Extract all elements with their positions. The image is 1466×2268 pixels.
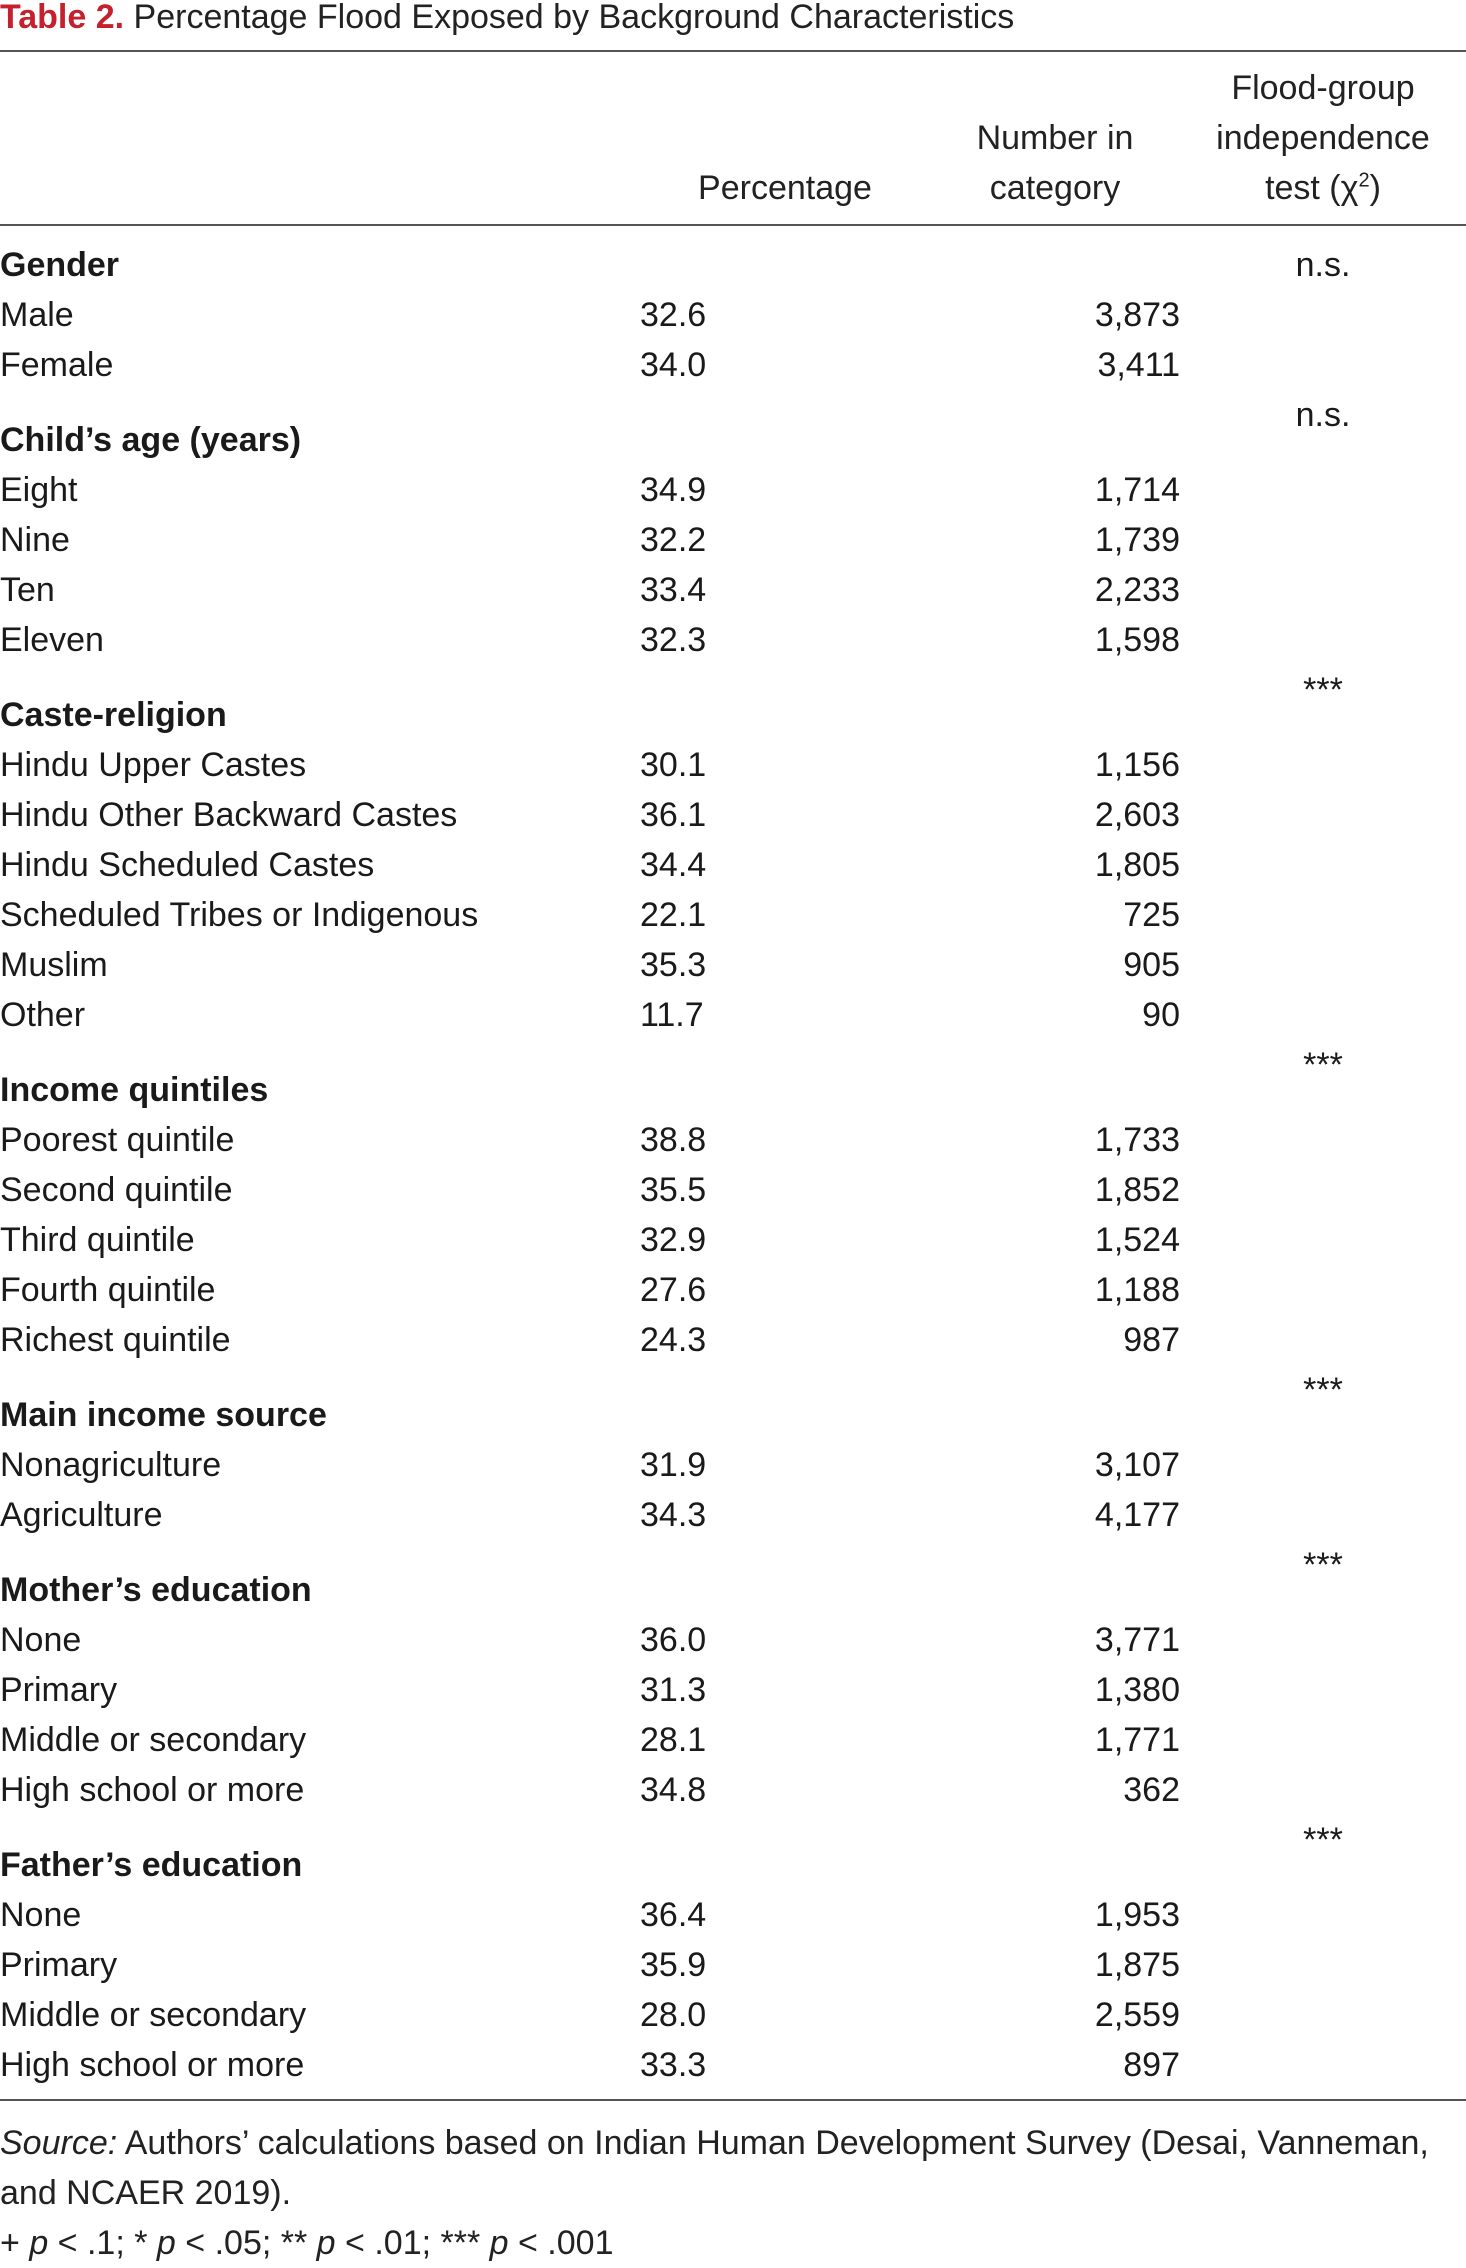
table-body [0,240,1466,2090]
row-test-empty [1180,565,1466,615]
group-test-result: *** [1303,1821,1343,1859]
row-label: High school or more [0,2046,305,2084]
group-pct-empty [640,1040,930,1115]
group-test-result: *** [1303,1046,1343,1084]
group-label: Main income source [0,1396,327,1434]
bottom-rule [0,2099,1466,2101]
group-num-empty [930,1365,1180,1440]
row-test-empty [1180,1115,1466,1165]
source-text: Authors’ calculations based on Indian Human Development Survey (Desai, Vanneman, and NCAER 2019). [0,2124,1429,2212]
table-row [0,1490,1466,1540]
group-label: Child’s age (years) [0,421,302,459]
table-row [0,615,1466,665]
row-test-empty [1180,2040,1466,2090]
group-test-result: n.s. [1295,396,1351,434]
row-label: Other [0,996,86,1034]
table-caption: Percentage Flood Exposed by Background Characteristics [133,0,1015,36]
table-row [0,1765,1466,1815]
row-test-empty [1180,840,1466,890]
row-label: Ten [0,571,55,609]
row-count: 1,733 [1094,1121,1180,1159]
group-label: Gender [0,246,120,284]
source-note [0,2118,1466,2218]
table-row [0,1615,1466,1665]
table-row [0,290,1466,340]
group-header-row [0,1365,1466,1440]
row-count: 1,953 [1094,1896,1180,1934]
group-pct-empty [640,1365,930,1440]
row-percentage: 28.0 [640,1996,707,2034]
row-label: Hindu Other Backward Castes [0,796,458,834]
group-num-empty [930,665,1180,740]
table-row [0,1940,1466,1990]
row-percentage: 36.0 [640,1621,707,1659]
group-header-row [0,665,1466,740]
row-test-empty [1180,1215,1466,1265]
row-percentage: 31.3 [640,1671,707,1709]
group-test-result: *** [1303,1546,1343,1584]
table-row [0,990,1466,1040]
table-row [0,1665,1466,1715]
row-percentage: 33.4 [640,571,707,609]
row-percentage: 32.6 [640,296,707,334]
table-row [0,890,1466,940]
group-label: Caste-religion [0,696,227,734]
group-pct-empty [640,1540,930,1615]
group-num-empty [930,1040,1180,1115]
table-footer [0,2118,1466,2268]
table-row [0,515,1466,565]
row-count: 725 [1123,896,1180,934]
group-pct-empty [640,240,930,290]
table-title [0,0,1014,34]
group-pct-empty [640,390,930,465]
row-percentage: 34.3 [640,1496,707,1534]
row-count: 2,603 [1094,796,1180,834]
row-percentage: 38.8 [640,1121,707,1159]
row-test-empty [1180,1890,1466,1940]
row-percentage: 34.4 [640,846,707,884]
row-percentage: 11.7 [640,996,704,1034]
table-number: Table 2. [0,0,125,36]
row-label: Eleven [0,621,104,659]
group-label: Mother’s education [0,1571,312,1609]
row-label: Third quintile [0,1221,195,1259]
row-label: Fourth quintile [0,1271,216,1309]
header-test-line-3: test $(\chi^2)$ [1265,169,1381,207]
table-row [0,2040,1466,2090]
row-label: Hindu Scheduled Castes [0,846,375,884]
table-row [0,1715,1466,1765]
row-count: 1,875 [1094,1946,1180,1984]
row-percentage: 32.3 [640,621,707,659]
group-test-result: *** [1303,671,1343,709]
table-row [0,740,1466,790]
row-count: 362 [1123,1771,1180,1809]
row-test-empty [1180,1990,1466,2040]
row-count: 90 [1142,996,1180,1034]
group-num-empty [930,1540,1180,1615]
group-num-empty [930,390,1180,465]
row-test-empty [1180,1615,1466,1665]
header-percentage-text: Percentage [698,169,872,207]
row-label: Richest quintile [0,1321,231,1359]
row-test-empty [1180,1765,1466,1815]
header-rule [0,224,1466,226]
row-count: 2,559 [1094,1996,1180,2034]
significance-note: + p < .1; * p < .05; ** p < .01; *** p < .001 [0,2224,614,2262]
row-test-empty [1180,515,1466,565]
row-test-empty [1180,615,1466,665]
row-percentage: 31.9 [640,1446,707,1484]
row-test-empty [1180,990,1466,1040]
table-row [0,565,1466,615]
table-row [0,1315,1466,1365]
row-count: 905 [1123,946,1180,984]
group-header-row [0,1040,1466,1115]
row-test-empty [1180,1440,1466,1490]
table-row [0,940,1466,990]
top-rule [0,50,1466,52]
row-count: 897 [1123,2046,1180,2084]
row-percentage: 35.3 [640,946,707,984]
row-test-empty [1180,290,1466,340]
table-row [0,465,1466,515]
row-count: 3,411 [1097,346,1180,384]
row-label: Female [0,346,114,384]
row-label: None [0,1896,82,1934]
row-test-empty [1180,1315,1466,1365]
source-label: Source: [0,2124,118,2162]
row-count: 1,852 [1094,1171,1180,1209]
row-test-empty [1180,940,1466,990]
row-percentage: 35.5 [640,1171,707,1209]
header-independence-test [1180,63,1466,213]
row-count: 3,107 [1094,1446,1180,1484]
row-label: Primary [0,1946,118,1984]
row-percentage: 27.6 [640,1271,707,1309]
row-label: Nonagriculture [0,1446,222,1484]
row-test-empty [1180,1665,1466,1715]
row-test-empty [1180,790,1466,840]
row-percentage: 34.9 [640,471,707,509]
row-label: Primary [0,1671,118,1709]
table-row [0,1990,1466,2040]
row-label: Male [0,296,74,334]
group-test-result: n.s. [1295,246,1351,284]
table-row [0,1890,1466,1940]
row-percentage: 34.0 [640,346,707,384]
row-label: Eight [0,471,78,509]
header-test-line-2: independence [1216,119,1430,157]
group-label: Father’s education [0,1846,303,1884]
data-table [0,240,1466,2090]
row-count: 1,771 [1094,1721,1180,1759]
row-count: 1,524 [1094,1221,1180,1259]
row-percentage: 32.9 [640,1221,707,1259]
row-label: Poorest quintile [0,1121,235,1159]
header-test-line-1: Flood-group [1231,69,1415,107]
row-count: 1,598 [1094,621,1180,659]
table-row [0,1215,1466,1265]
row-count: 1,380 [1094,1671,1180,1709]
row-test-empty [1180,465,1466,515]
row-label: Middle or secondary [0,1721,307,1759]
group-header-row [0,240,1466,290]
row-count: 987 [1123,1321,1180,1359]
row-count: 2,233 [1094,571,1180,609]
group-num-empty [930,1815,1180,1890]
group-pct-empty [640,665,930,740]
row-label: High school or more [0,1771,305,1809]
row-count: 1,188 [1094,1271,1180,1309]
group-header-row [0,1540,1466,1615]
row-count: 1,805 [1094,846,1180,884]
row-test-empty [1180,890,1466,940]
row-percentage: 33.3 [640,2046,707,2084]
header-number-in-category [930,113,1180,213]
row-test-empty [1180,340,1466,390]
row-count: 1,156 [1094,746,1180,784]
header-percentage [640,163,930,213]
row-count: 3,771 [1094,1621,1180,1659]
row-percentage: 36.4 [640,1896,707,1934]
row-percentage: 28.1 [640,1721,707,1759]
table-row [0,790,1466,840]
row-test-empty [1180,1940,1466,1990]
row-count: 1,714 [1094,471,1180,509]
row-count: 1,739 [1094,521,1180,559]
row-percentage: 24.3 [640,1321,707,1359]
row-label: Scheduled Tribes or Indigenous [0,896,479,934]
row-test-empty [1180,1715,1466,1765]
row-count: 3,873 [1094,296,1180,334]
group-pct-empty [640,1815,930,1890]
header-number-line-2: category [989,169,1121,207]
row-label: Muslim [0,946,108,984]
row-label: Nine [0,521,70,559]
header-number-line-1: Number in [976,119,1134,157]
row-percentage: 36.1 [640,796,707,834]
row-test-empty [1180,740,1466,790]
row-test-empty [1180,1265,1466,1315]
row-label: None [0,1621,82,1659]
row-percentage: 30.1 [640,746,707,784]
row-percentage: 35.9 [640,1946,707,1984]
row-test-empty [1180,1165,1466,1215]
row-label: Second quintile [0,1171,233,1209]
row-percentage: 22.1 [640,896,707,934]
table-row [0,1115,1466,1165]
group-test-result: *** [1303,1371,1343,1409]
group-header-row [0,390,1466,465]
group-num-empty [930,240,1180,290]
row-label: Agriculture [0,1496,163,1534]
row-test-empty [1180,1490,1466,1540]
table-row [0,840,1466,890]
row-percentage: 34.8 [640,1771,707,1809]
table-row [0,1440,1466,1490]
table-row [0,1165,1466,1215]
row-count: 4,177 [1094,1496,1180,1534]
group-label: Income quintiles [0,1071,269,1109]
row-label: Hindu Upper Castes [0,746,307,784]
table-row [0,340,1466,390]
row-label: Middle or secondary [0,1996,307,2034]
row-percentage: 32.2 [640,521,707,559]
group-header-row [0,1815,1466,1890]
table-row [0,1265,1466,1315]
